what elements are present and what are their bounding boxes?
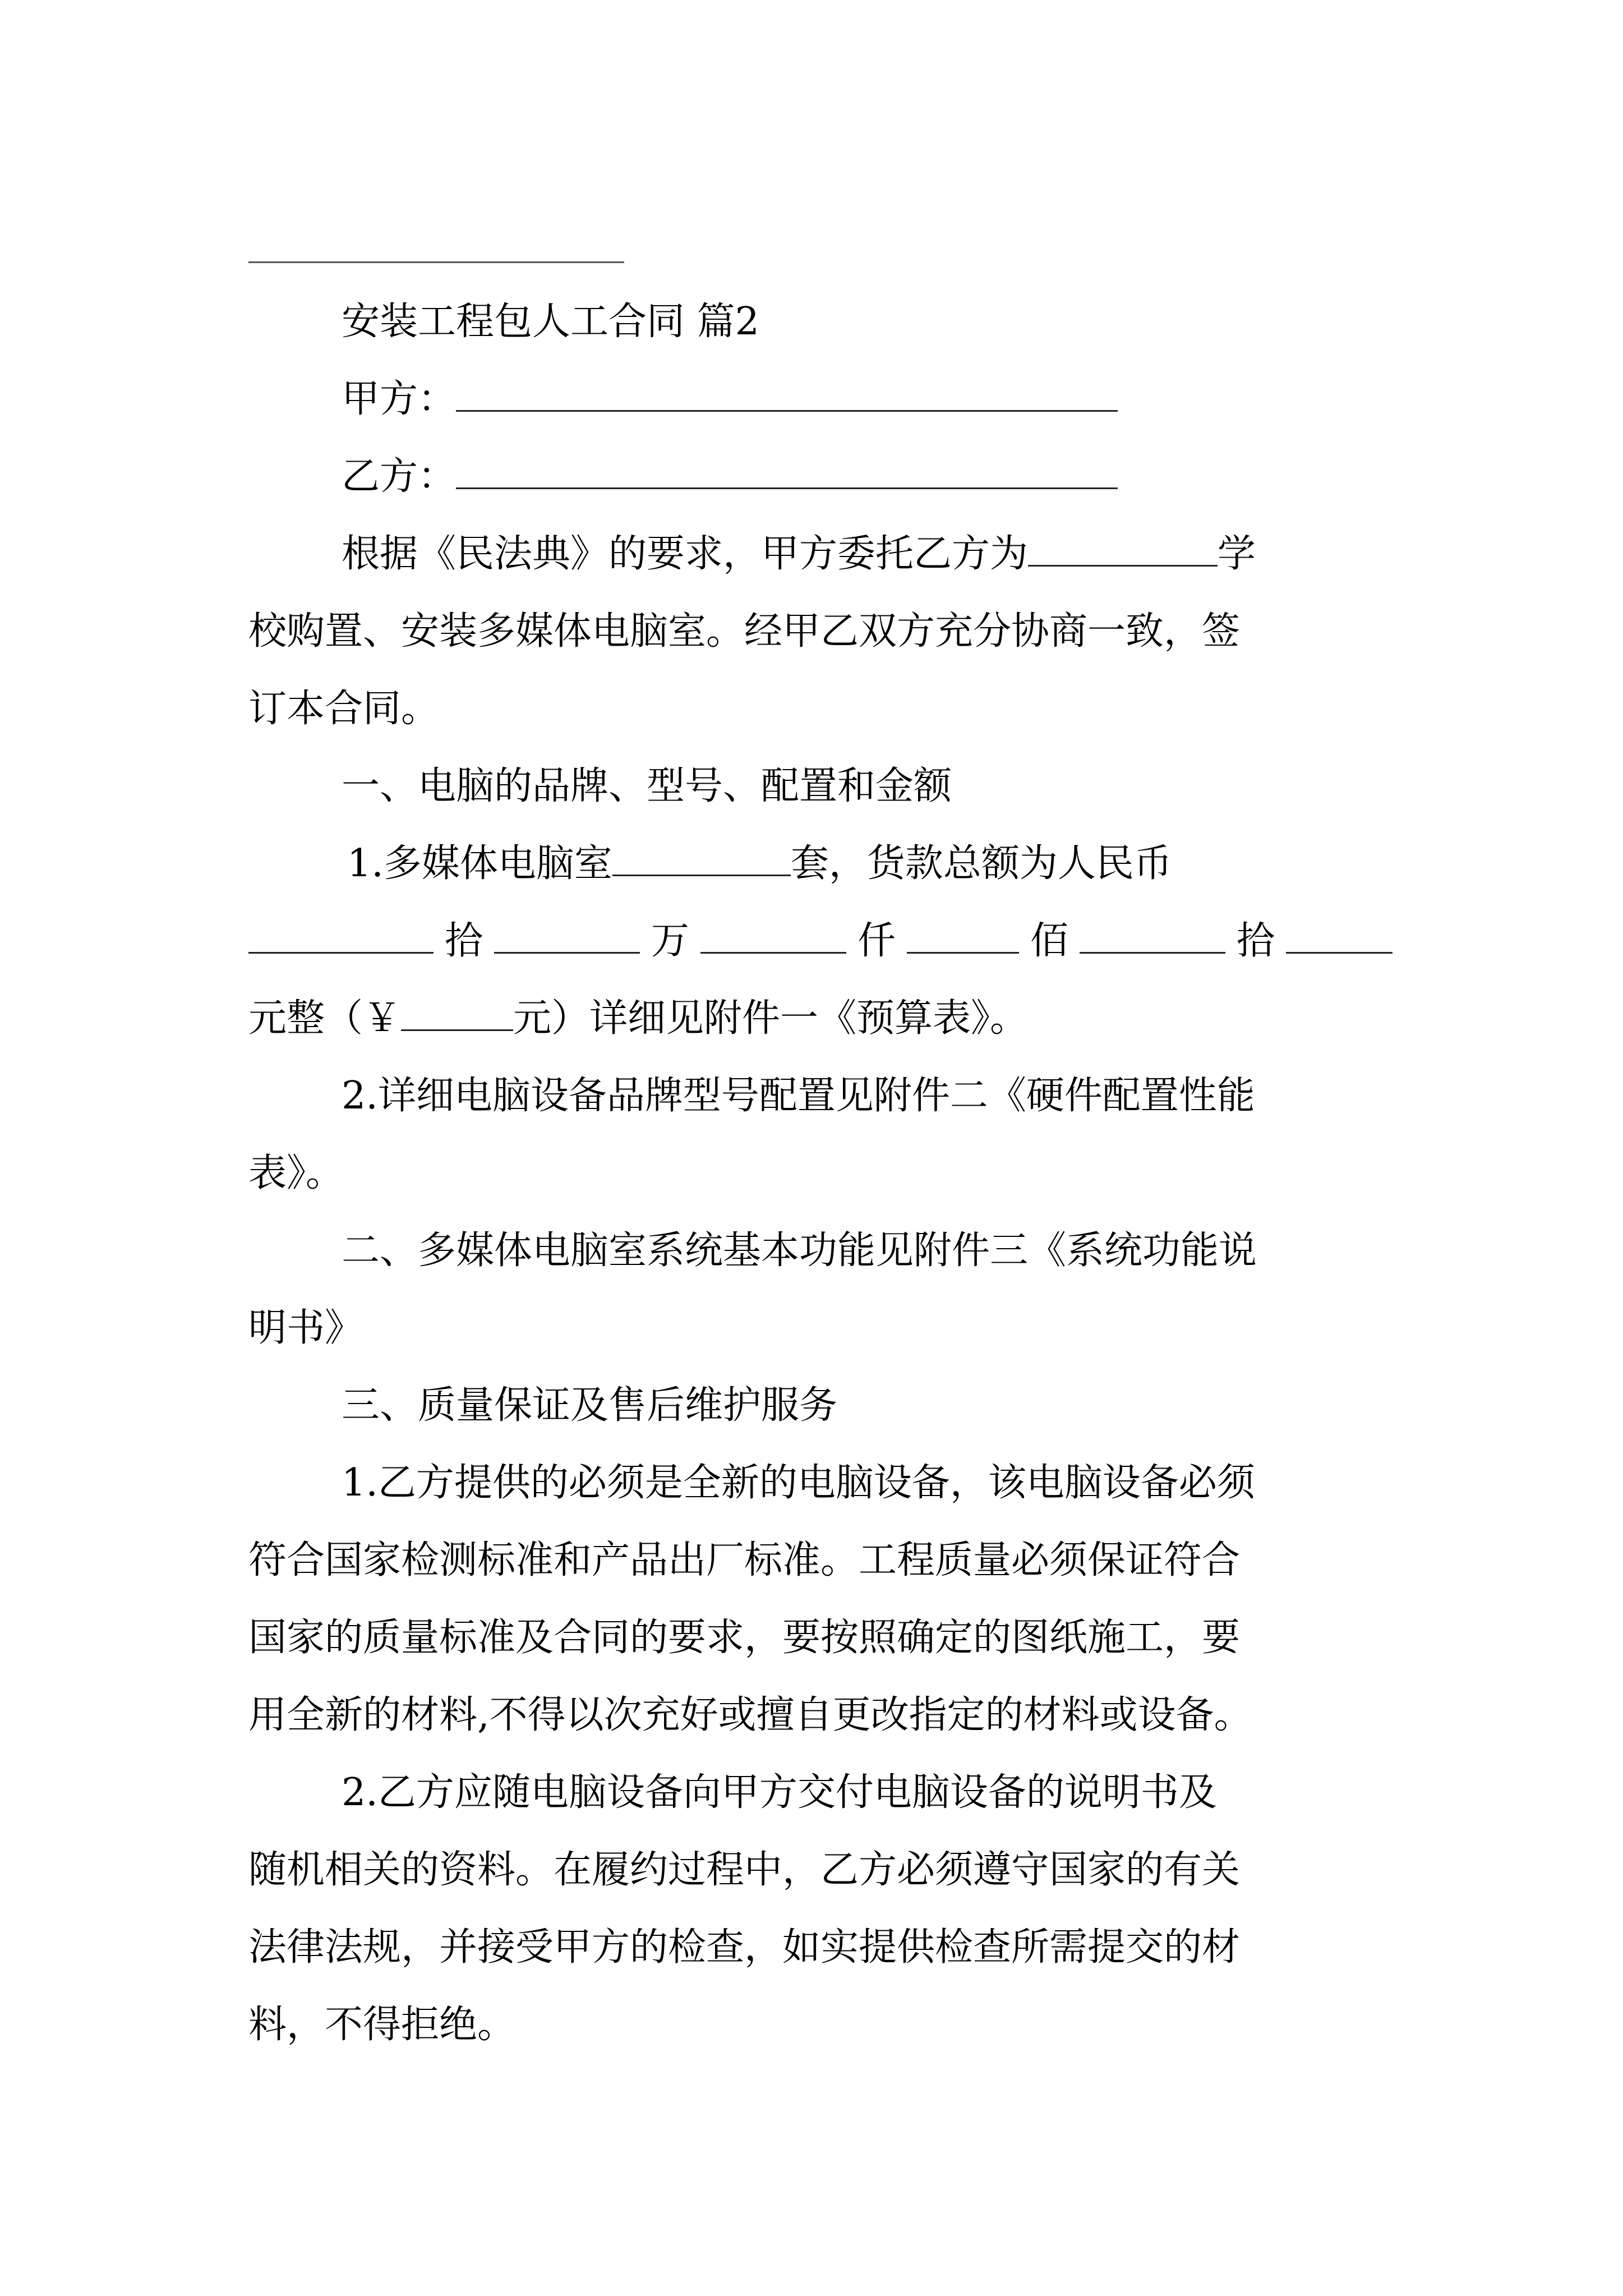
section-1-item-1-line-1 <box>248 825 1393 903</box>
top-divider <box>248 261 624 263</box>
section-1-item-2-line-2: 表》。 <box>248 1151 344 1195</box>
yen-amount-blank[interactable] <box>401 993 513 1031</box>
section-2-line-1: 二、多媒体电脑室系统基本功能见附件三《系统功能说 <box>342 1228 1257 1273</box>
amount-unit-3: 仟 <box>857 919 896 963</box>
amount-unit-2: 万 <box>651 919 689 963</box>
section-3-heading: 三、质量保证及售后维护服务 <box>342 1383 838 1428</box>
section-3-item-2-line-3: 法律法规，并接受甲方的检查，如实提供检查所需提交的材 <box>248 1925 1241 1970</box>
section-3-item-1-line-4: 用全新的材料,不得以次充好或擅自更改指定的材料或设备。 <box>248 1693 1252 1737</box>
party-b-blank[interactable] <box>456 451 1118 489</box>
amount-blank-5[interactable] <box>1080 915 1225 954</box>
amount-blank-1[interactable] <box>248 915 434 954</box>
amount-blank-2[interactable] <box>494 915 640 954</box>
party-a-blank[interactable] <box>456 374 1118 412</box>
intro-line-2: 校购置、安装多媒体电脑室。经甲乙双方充分协商一致，签 <box>248 609 1241 654</box>
section-3-item-2-line-4: 料，不得拒绝。 <box>248 2003 516 2047</box>
amount-unit-4: 佰 <box>1030 919 1068 963</box>
intro-text-b: 学 <box>1218 532 1256 576</box>
document-title: 安装工程包人工合同 篇2 <box>342 300 759 344</box>
party-b-label: 乙方： <box>342 454 457 499</box>
set-count-blank[interactable] <box>612 838 791 876</box>
school-name-blank[interactable] <box>1028 528 1218 567</box>
amount-text-b: 元）详细见附件一《预算表》。 <box>513 996 1029 1041</box>
section-3-item-2-line-2: 随机相关的资料。在履约过程中，乙方必须遵守国家的有关 <box>248 1848 1241 1892</box>
amount-blank-4[interactable] <box>907 915 1019 954</box>
item-1-text-b: 套，货款总额为人民币 <box>790 841 1172 886</box>
amount-text-a: 元整（￥ <box>248 996 402 1041</box>
amount-total-line <box>248 980 1393 1057</box>
section-1-heading: 一、电脑的品牌、型号、配置和金额 <box>342 764 952 808</box>
intro-text-a: 根据《民法典》的要求，甲方委托乙方为 <box>342 532 1029 576</box>
section-3-item-2-line-1: 2.乙方应随电脑设备向甲方交付电脑设备的说明书及 <box>342 1770 1217 1815</box>
item-1-text-a: 1.多媒体电脑室 <box>347 841 612 886</box>
intro-line-3: 订本合同。 <box>248 687 440 731</box>
amount-unit-5: 拾 <box>1236 919 1275 963</box>
party-a-label: 甲方： <box>342 377 457 421</box>
intro-line-1 <box>248 516 1393 593</box>
section-3-item-1-line-2: 符合国家检测标准和产品出厂标准。工程质量必须保证符合 <box>248 1538 1241 1582</box>
section-2-line-2: 明书》 <box>248 1306 363 1350</box>
contract-document <box>248 283 1393 2064</box>
amount-blank-3[interactable] <box>700 915 846 954</box>
section-1-item-2-line-1: 2.详细电脑设备品牌型号配置见附件二《硬件配置性能 <box>342 1074 1255 1118</box>
section-3-item-1-line-3: 国家的质量标准及合同的要求，要按照确定的图纸施工，要 <box>248 1616 1241 1660</box>
amount-blank-6[interactable] <box>1286 915 1393 954</box>
party-b-row <box>248 438 1393 516</box>
party-a-row <box>248 361 1393 438</box>
section-3-item-1-line-1: 1.乙方提供的必须是全新的电脑设备，该电脑设备必须 <box>342 1461 1255 1505</box>
amount-breakdown-line <box>248 903 1393 980</box>
amount-unit-1: 拾 <box>444 919 483 963</box>
